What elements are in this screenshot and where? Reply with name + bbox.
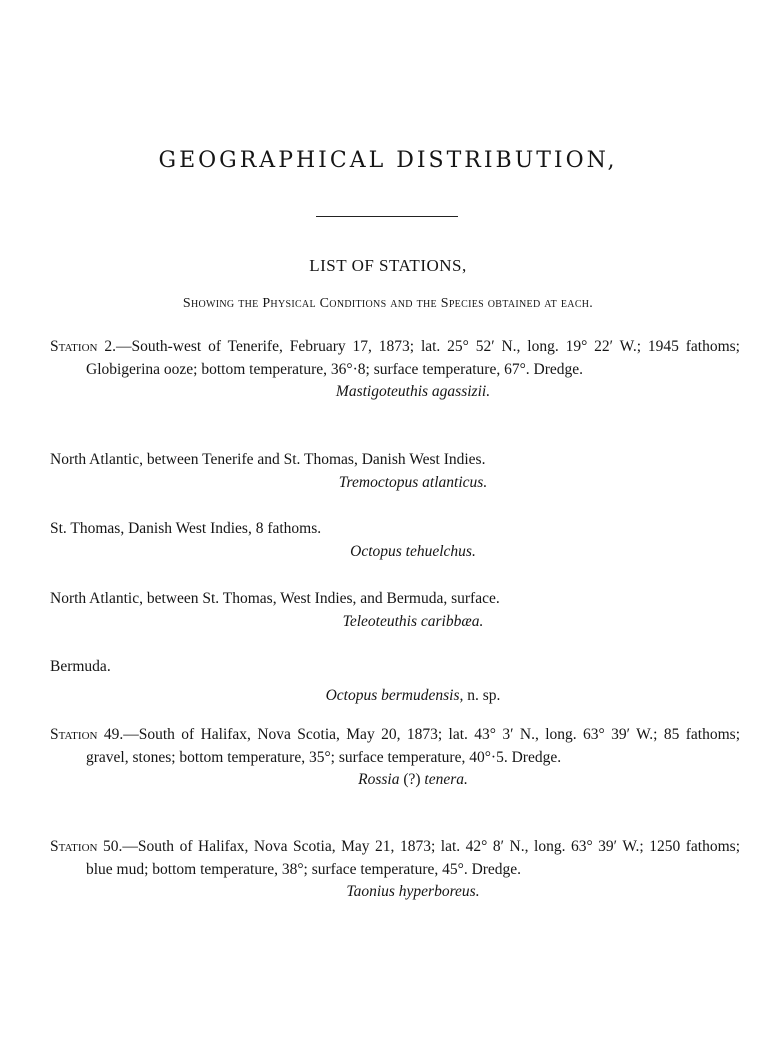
page-title: GEOGRAPHICAL DISTRIBUTION, [158,148,618,173]
species-binomial: Octopus bermudensis, [325,686,464,704]
species-note: (?) [399,771,425,788]
title-rule [316,216,458,217]
station-entry-50 [50,836,740,903]
locality-entry [50,449,740,494]
entry-text: St. Thomas, Danish West Indies, 8 fathoms. [50,520,322,537]
section-title: LIST OF STATIONS, [309,256,467,275]
species-name [86,685,740,707]
locality-entry [50,656,740,707]
entry-text [50,836,740,881]
section-subheading: Showing the Physical Conditions and the Species obtained at each. [182,296,594,311]
species-name [86,769,740,791]
locality-entry [50,588,740,633]
species-name: Teleoteuthis caribbæa. [342,612,484,630]
species-name: Taonius hyperboreus. [346,883,480,900]
station-label: Station [50,338,98,355]
entry-details: 50.—South of Halifax, Nova Scotia, May 21, 1873; lat. 42° 8′ N., long. 63° 39′ W.; 1250 fathoms; blue mud; bottom temperature, 38°; surface temperature, 45°. Dredge. [86,838,740,878]
station-label: Station [50,838,98,855]
entry-text: Bermuda. [50,658,111,675]
station-entry-2 [50,336,740,403]
entry-text: North Atlantic, between St. Thomas, West Indies, and Bermuda, surface. [50,590,500,607]
species-name: Mastigoteuthis agassizii. [335,383,491,400]
entry-text: North Atlantic, between Tenerife and St. Thomas, Danish West Indies. [50,451,486,468]
station-label: Station [50,726,98,743]
species-note: n. sp. [463,686,501,704]
species-genus: Rossia [358,771,400,788]
entry-text [50,336,740,381]
station-entry-49 [50,724,740,791]
species-epithet: tenera. [424,771,468,788]
entry-text [50,724,740,769]
species-name: Octopus tehuelchus. [350,542,476,560]
entry-details: 49.—South of Halifax, Nova Scotia, May 20, 1873; lat. 43° 3′ N., long. 63° 39′ W.; 85 fathoms; gravel, stones; bottom temperature, 35°; surface temperature, 40°·5. Dredge. [86,726,740,766]
entry-details: 2.—South-west of Tenerife, February 17, 1873; lat. 25° 52′ N., long. 19° 22′ W.; 1945 fathoms; Globigerina ooze; bottom temperature, 36°·8; surface temperature, 67°. Dredge. [86,338,740,378]
species-name: Tremoctopus atlanticus. [338,473,488,491]
locality-entry [50,518,740,563]
